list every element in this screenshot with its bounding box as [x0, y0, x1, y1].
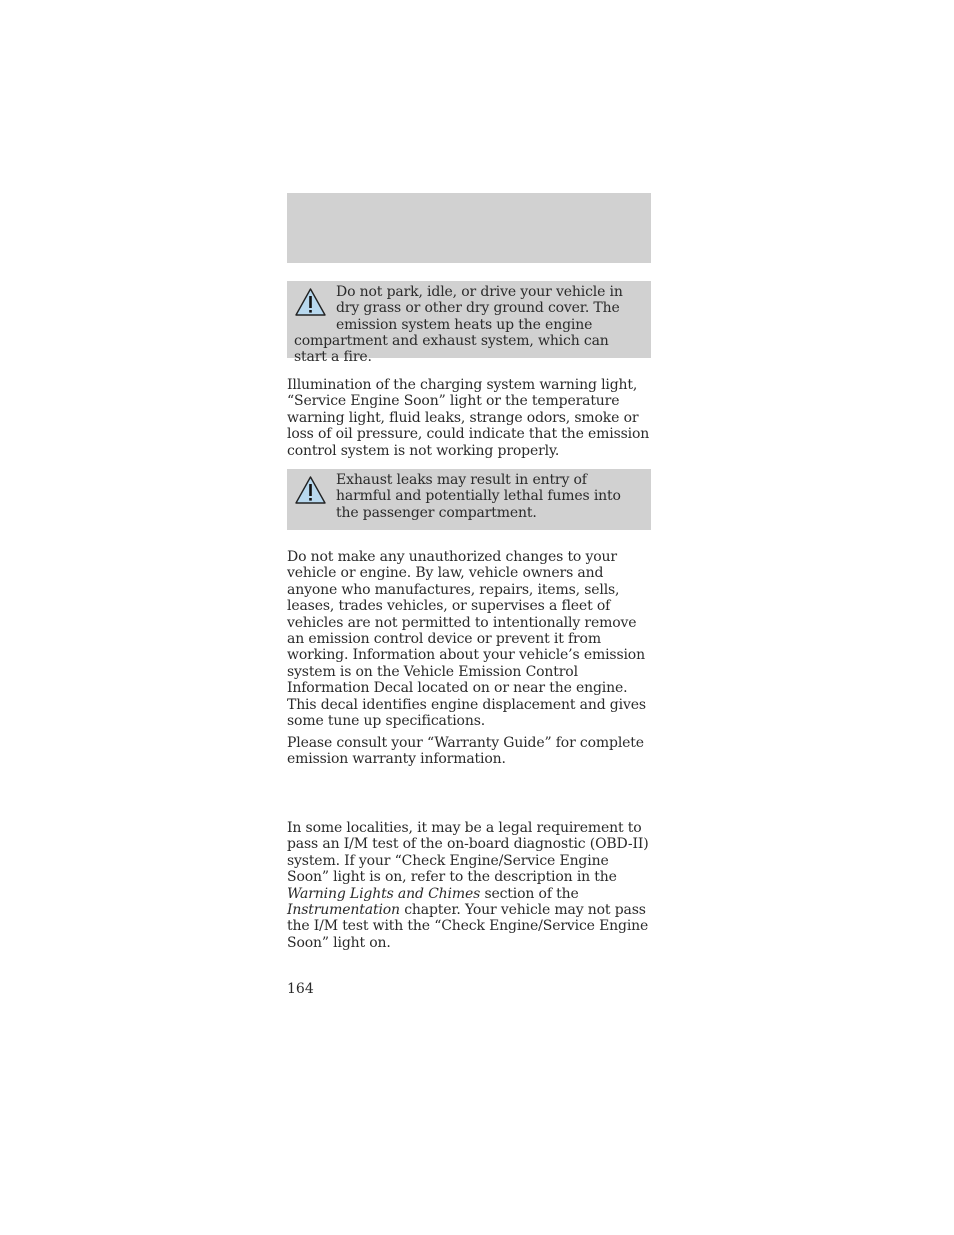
- section-header-bar: [287, 193, 651, 263]
- paragraph-unauthorized-changes: Do not make any unauthorized changes to your vehicle or engine. By law, vehicle owners and anyone who manufactures, repairs, items, sells, leases, trades vehicles, or supervises a fleet of vehicles are not permitted to intentionally remove an emission control device or prevent it from working. Information about your vehicle’s emission system is on the Vehicle Emission Control Information Decal located on or near the engine. This decal identifies engine displacement and gives some tune up specifications.: [287, 549, 646, 730]
- reference-warning-lights: Warning Lights and Chimes: [287, 885, 481, 902]
- paragraph-illumination: Illumination of the charging system warning light, “Service Engine Soon” light or the temperature warning light, fluid leaks, strange odors, smoke or loss of oil pressure, could indicate that the emission control system is not working properly.: [287, 377, 650, 459]
- text-run: In some localities, it may be a legal requirement to pass an I/M test of the on-board diagnostic (OBD-II) system. If your “Check Engine/Service Engine Soon” light is on, refer to the description in the: [287, 820, 649, 886]
- paragraph-warranty: Please consult your “Warranty Guide” for complete emission warranty information.: [287, 735, 644, 768]
- paragraph-im-test: [287, 820, 651, 951]
- reference-instrumentation: Instrumentation: [287, 902, 400, 919]
- warning-text: Do not park, idle, or drive your vehicle in dry grass or other dry ground cover. The emission system heats up the engine compartment and exhaust system, which can start a fire.: [294, 284, 623, 366]
- text-run: section of the: [480, 885, 579, 902]
- warning-box-fire: [287, 281, 651, 366]
- warning-text: Exhaust leaks may result in entry of harmful and potentially lethal fumes into the passenger compartment.: [336, 472, 621, 521]
- text-run: chapter. Your vehicle may not pass the I/M test with the “Check Engine/Service Engine Soon” light on.: [287, 902, 649, 951]
- warning-box-exhaust: [287, 469, 651, 530]
- warning-triangle-icon: [294, 287, 327, 317]
- page-number: 164: [287, 981, 314, 997]
- warning-triangle-icon: [294, 475, 327, 505]
